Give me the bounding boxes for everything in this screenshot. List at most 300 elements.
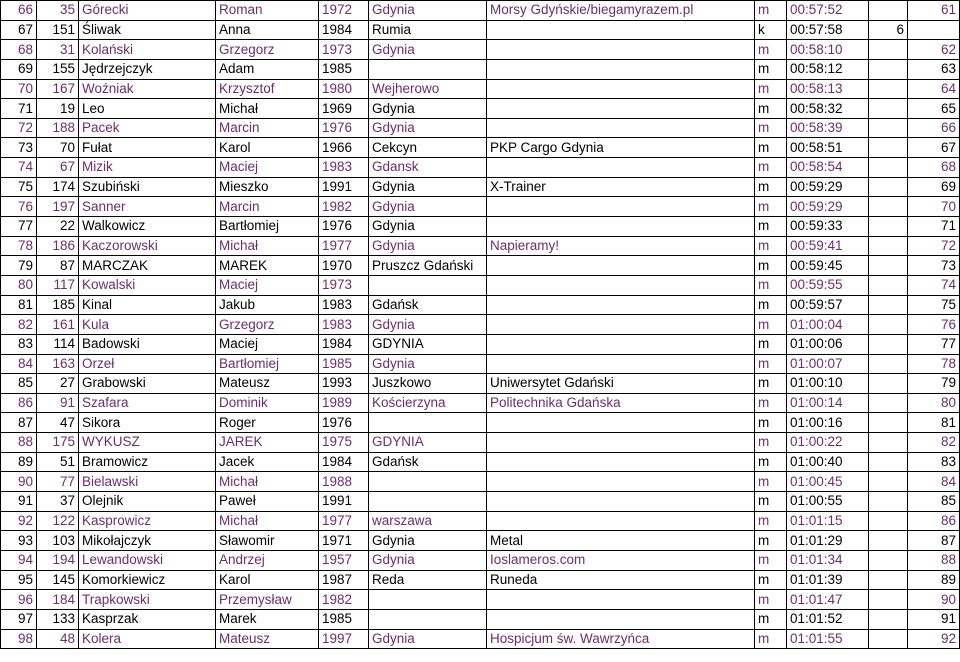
men-place-cell: 68	[908, 158, 960, 178]
place-cell: 75	[1, 177, 37, 197]
sex-cell: m	[755, 138, 787, 158]
surname-cell: Kasprzak	[79, 609, 216, 629]
place-cell: 89	[1, 452, 37, 472]
first-name-cell: Marcin	[216, 118, 319, 138]
surname-cell: Sanner	[79, 197, 216, 217]
men-place-cell: 77	[908, 334, 960, 354]
city-cell: Gdynia	[369, 354, 487, 374]
first-name-cell: Krzysztof	[216, 79, 319, 99]
men-place-cell: 78	[908, 354, 960, 374]
sex-cell: m	[755, 295, 787, 315]
surname-cell: Szubiński	[79, 177, 216, 197]
club-cell: PKP Cargo Gdynia	[487, 138, 755, 158]
bib-cell: 27	[37, 374, 79, 394]
women-place-cell	[869, 550, 908, 570]
surname-cell: Kolera	[79, 629, 216, 649]
city-cell: Rumia	[369, 20, 487, 40]
club-cell: Runeda	[487, 570, 755, 590]
bib-cell: 184	[37, 590, 79, 610]
table-row	[1, 295, 960, 315]
club-cell	[487, 99, 755, 119]
bib-cell: 175	[37, 433, 79, 453]
birth-year-cell: 1976	[319, 118, 369, 138]
time-cell: 00:59:33	[787, 217, 869, 237]
sex-cell: m	[755, 334, 787, 354]
men-place-cell: 66	[908, 118, 960, 138]
time-cell: 01:00:04	[787, 315, 869, 335]
time-cell: 00:59:41	[787, 236, 869, 256]
bib-cell: 194	[37, 550, 79, 570]
city-cell: Gdynia	[369, 177, 487, 197]
surname-cell: Kula	[79, 315, 216, 335]
birth-year-cell: 1987	[319, 570, 369, 590]
club-cell: X-Trainer	[487, 177, 755, 197]
time-cell: 01:00:16	[787, 413, 869, 433]
surname-cell: Olejnik	[79, 492, 216, 512]
first-name-cell: Karol	[216, 570, 319, 590]
time-cell: 01:00:55	[787, 492, 869, 512]
birth-year-cell: 1970	[319, 256, 369, 276]
women-place-cell	[869, 354, 908, 374]
table-row	[1, 374, 960, 394]
place-cell: 72	[1, 118, 37, 138]
bib-cell: 87	[37, 256, 79, 276]
sex-cell: m	[755, 492, 787, 512]
city-cell: Gdynia	[369, 315, 487, 335]
place-cell: 91	[1, 492, 37, 512]
table-row	[1, 236, 960, 256]
club-cell: Metal	[487, 531, 755, 551]
surname-cell: Badowski	[79, 334, 216, 354]
men-place-cell: 76	[908, 315, 960, 335]
sex-cell: m	[755, 79, 787, 99]
first-name-cell: Michał	[216, 511, 319, 531]
surname-cell: MARCZAK	[79, 256, 216, 276]
time-cell: 01:00:06	[787, 334, 869, 354]
sex-cell: m	[755, 374, 787, 394]
club-cell	[487, 413, 755, 433]
first-name-cell: Jacek	[216, 452, 319, 472]
sex-cell: m	[755, 99, 787, 119]
birth-year-cell: 1977	[319, 511, 369, 531]
bib-cell: 35	[37, 1, 79, 21]
surname-cell: Fułat	[79, 138, 216, 158]
club-cell: Uniwersytet Gdański	[487, 374, 755, 394]
time-cell: 01:00:14	[787, 393, 869, 413]
table-row	[1, 138, 960, 158]
bib-cell: 133	[37, 609, 79, 629]
surname-cell: Mizik	[79, 158, 216, 178]
men-place-cell: 64	[908, 79, 960, 99]
table-row	[1, 511, 960, 531]
club-cell: Politechnika Gdańska	[487, 393, 755, 413]
men-place-cell: 90	[908, 590, 960, 610]
women-place-cell	[869, 197, 908, 217]
time-cell: 01:01:52	[787, 609, 869, 629]
women-place-cell	[869, 472, 908, 492]
city-cell: Reda	[369, 570, 487, 590]
birth-year-cell: 1976	[319, 413, 369, 433]
men-place-cell: 83	[908, 452, 960, 472]
men-place-cell: 82	[908, 433, 960, 453]
women-place-cell	[869, 413, 908, 433]
women-place-cell	[869, 118, 908, 138]
bib-cell: 163	[37, 354, 79, 374]
first-name-cell: Mateusz	[216, 374, 319, 394]
first-name-cell: Paweł	[216, 492, 319, 512]
club-cell	[487, 79, 755, 99]
place-cell: 83	[1, 334, 37, 354]
sex-cell: m	[755, 609, 787, 629]
city-cell	[369, 609, 487, 629]
birth-year-cell: 1972	[319, 1, 369, 21]
city-cell: Gdynia	[369, 1, 487, 21]
bib-cell: 197	[37, 197, 79, 217]
surname-cell: Szafara	[79, 393, 216, 413]
bib-cell: 117	[37, 275, 79, 295]
surname-cell: Kaczorowski	[79, 236, 216, 256]
women-place-cell	[869, 393, 908, 413]
club-cell: Morsy Gdyńskie/biegamyrazem.pl	[487, 1, 755, 21]
sex-cell: m	[755, 236, 787, 256]
city-cell: Gdańsk	[369, 295, 487, 315]
sex-cell: m	[755, 40, 787, 60]
table-row	[1, 472, 960, 492]
club-cell	[487, 118, 755, 138]
time-cell: 00:59:57	[787, 295, 869, 315]
city-cell	[369, 59, 487, 79]
time-cell: 00:59:55	[787, 275, 869, 295]
table-row	[1, 177, 960, 197]
surname-cell: Bielawski	[79, 472, 216, 492]
time-cell: 01:00:45	[787, 472, 869, 492]
club-cell	[487, 315, 755, 335]
sex-cell: m	[755, 629, 787, 649]
women-place-cell	[869, 59, 908, 79]
men-place-cell: 80	[908, 393, 960, 413]
club-cell	[487, 295, 755, 315]
surname-cell: Woźniak	[79, 79, 216, 99]
table-row	[1, 275, 960, 295]
women-place-cell	[869, 609, 908, 629]
city-cell: GDYNIA	[369, 433, 487, 453]
birth-year-cell: 1975	[319, 433, 369, 453]
table-row	[1, 158, 960, 178]
sex-cell: m	[755, 1, 787, 21]
table-row	[1, 256, 960, 276]
time-cell: 00:59:29	[787, 197, 869, 217]
first-name-cell: Sławomir	[216, 531, 319, 551]
club-cell	[487, 20, 755, 40]
sex-cell: m	[755, 413, 787, 433]
surname-cell: Lewandowski	[79, 550, 216, 570]
city-cell: Pruszcz Gdański	[369, 256, 487, 276]
time-cell: 01:01:47	[787, 590, 869, 610]
first-name-cell: MAREK	[216, 256, 319, 276]
place-cell: 95	[1, 570, 37, 590]
surname-cell: Komorkiewicz	[79, 570, 216, 590]
birth-year-cell: 1966	[319, 138, 369, 158]
bib-cell: 145	[37, 570, 79, 590]
sex-cell: m	[755, 59, 787, 79]
surname-cell: Górecki	[79, 1, 216, 21]
surname-cell: Kinal	[79, 295, 216, 315]
time-cell: 01:01:29	[787, 531, 869, 551]
men-place-cell: 70	[908, 197, 960, 217]
women-place-cell	[869, 334, 908, 354]
place-cell: 77	[1, 217, 37, 237]
time-cell: 01:00:07	[787, 354, 869, 374]
club-cell	[487, 256, 755, 276]
bib-cell: 47	[37, 413, 79, 433]
women-place-cell	[869, 177, 908, 197]
city-cell: Cekcyn	[369, 138, 487, 158]
surname-cell: Grabowski	[79, 374, 216, 394]
sex-cell: m	[755, 354, 787, 374]
first-name-cell: Andrzej	[216, 550, 319, 570]
surname-cell: Mikołajczyk	[79, 531, 216, 551]
table-row	[1, 570, 960, 590]
men-place-cell: 85	[908, 492, 960, 512]
city-cell	[369, 472, 487, 492]
birth-year-cell: 1984	[319, 20, 369, 40]
first-name-cell: JAREK	[216, 433, 319, 453]
birth-year-cell: 1984	[319, 452, 369, 472]
men-place-cell: 65	[908, 99, 960, 119]
sex-cell: m	[755, 452, 787, 472]
women-place-cell	[869, 256, 908, 276]
club-cell	[487, 59, 755, 79]
time-cell: 01:01:15	[787, 511, 869, 531]
city-cell: warszawa	[369, 511, 487, 531]
time-cell: 00:58:51	[787, 138, 869, 158]
birth-year-cell: 1983	[319, 315, 369, 335]
men-place-cell: 74	[908, 275, 960, 295]
men-place-cell: 75	[908, 295, 960, 315]
club-cell	[487, 492, 755, 512]
place-cell: 86	[1, 393, 37, 413]
women-place-cell	[869, 492, 908, 512]
birth-year-cell: 1983	[319, 158, 369, 178]
time-cell: 00:59:29	[787, 177, 869, 197]
place-cell: 67	[1, 20, 37, 40]
first-name-cell: Grzegorz	[216, 40, 319, 60]
men-place-cell: 91	[908, 609, 960, 629]
women-place-cell	[869, 295, 908, 315]
first-name-cell: Michał	[216, 236, 319, 256]
place-cell: 74	[1, 158, 37, 178]
club-cell	[487, 275, 755, 295]
women-place-cell	[869, 275, 908, 295]
club-cell	[487, 433, 755, 453]
men-place-cell: 61	[908, 1, 960, 21]
club-cell	[487, 472, 755, 492]
sex-cell: m	[755, 158, 787, 178]
bib-cell: 185	[37, 295, 79, 315]
bib-cell: 167	[37, 79, 79, 99]
men-place-cell: 81	[908, 413, 960, 433]
first-name-cell: Michał	[216, 472, 319, 492]
surname-cell: Orzeł	[79, 354, 216, 374]
women-place-cell	[869, 79, 908, 99]
time-cell: 00:58:10	[787, 40, 869, 60]
bib-cell: 174	[37, 177, 79, 197]
first-name-cell: Roman	[216, 1, 319, 21]
sex-cell: m	[755, 177, 787, 197]
place-cell: 79	[1, 256, 37, 276]
city-cell: Gdynia	[369, 118, 487, 138]
table-row	[1, 433, 960, 453]
place-cell: 84	[1, 354, 37, 374]
birth-year-cell: 1977	[319, 236, 369, 256]
women-place-cell	[869, 236, 908, 256]
birth-year-cell: 1982	[319, 197, 369, 217]
surname-cell: Jędrzejczyk	[79, 59, 216, 79]
surname-cell: Kolański	[79, 40, 216, 60]
city-cell: Gdynia	[369, 531, 487, 551]
men-place-cell: 62	[908, 40, 960, 60]
women-place-cell	[869, 374, 908, 394]
club-cell	[487, 511, 755, 531]
men-place-cell: 79	[908, 374, 960, 394]
surname-cell: Sikora	[79, 413, 216, 433]
time-cell: 01:01:39	[787, 570, 869, 590]
place-cell: 85	[1, 374, 37, 394]
table-row	[1, 354, 960, 374]
first-name-cell: Jakub	[216, 295, 319, 315]
sex-cell: m	[755, 315, 787, 335]
bib-cell: 48	[37, 629, 79, 649]
table-row	[1, 40, 960, 60]
surname-cell: Trapkowski	[79, 590, 216, 610]
women-place-cell	[869, 570, 908, 590]
bib-cell: 91	[37, 393, 79, 413]
bib-cell: 19	[37, 99, 79, 119]
surname-cell: Śliwak	[79, 20, 216, 40]
sex-cell: m	[755, 256, 787, 276]
city-cell: Gdynia	[369, 99, 487, 119]
table-row	[1, 531, 960, 551]
men-place-cell: 84	[908, 472, 960, 492]
table-row	[1, 590, 960, 610]
bib-cell: 31	[37, 40, 79, 60]
time-cell: 01:00:40	[787, 452, 869, 472]
city-cell	[369, 492, 487, 512]
table-row	[1, 492, 960, 512]
city-cell: Kościerzyna	[369, 393, 487, 413]
bib-cell: 186	[37, 236, 79, 256]
surname-cell: Leo	[79, 99, 216, 119]
birth-year-cell: 1997	[319, 629, 369, 649]
city-cell: Gdynia	[369, 197, 487, 217]
table-row	[1, 197, 960, 217]
birth-year-cell: 1984	[319, 334, 369, 354]
time-cell: 00:57:52	[787, 1, 869, 21]
bib-cell: 77	[37, 472, 79, 492]
women-place-cell	[869, 452, 908, 472]
city-cell	[369, 590, 487, 610]
sex-cell: m	[755, 433, 787, 453]
first-name-cell: Karol	[216, 138, 319, 158]
surname-cell: Pacek	[79, 118, 216, 138]
men-place-cell: 73	[908, 256, 960, 276]
club-cell	[487, 609, 755, 629]
women-place-cell: 6	[869, 20, 908, 40]
city-cell	[369, 275, 487, 295]
time-cell: 01:00:10	[787, 374, 869, 394]
table-row	[1, 315, 960, 335]
bib-cell: 67	[37, 158, 79, 178]
club-cell	[487, 452, 755, 472]
table-row	[1, 59, 960, 79]
women-place-cell	[869, 40, 908, 60]
bib-cell: 122	[37, 511, 79, 531]
table-row	[1, 1, 960, 21]
time-cell: 00:57:58	[787, 20, 869, 40]
results-table-body	[1, 1, 960, 649]
table-row	[1, 118, 960, 138]
birth-year-cell: 1985	[319, 59, 369, 79]
bib-cell: 151	[37, 20, 79, 40]
first-name-cell: Maciej	[216, 158, 319, 178]
place-cell: 87	[1, 413, 37, 433]
time-cell: 00:59:45	[787, 256, 869, 276]
place-cell: 94	[1, 550, 37, 570]
table-row	[1, 629, 960, 649]
place-cell: 80	[1, 275, 37, 295]
place-cell: 97	[1, 609, 37, 629]
women-place-cell	[869, 433, 908, 453]
table-row	[1, 550, 960, 570]
sex-cell: m	[755, 570, 787, 590]
first-name-cell: Bartłomiej	[216, 217, 319, 237]
birth-year-cell: 1985	[319, 609, 369, 629]
sex-cell: m	[755, 511, 787, 531]
table-row	[1, 334, 960, 354]
city-cell: Gdynia	[369, 550, 487, 570]
bib-cell: 155	[37, 59, 79, 79]
birth-year-cell: 1971	[319, 531, 369, 551]
city-cell: Gdynia	[369, 217, 487, 237]
city-cell	[369, 413, 487, 433]
birth-year-cell: 1973	[319, 40, 369, 60]
women-place-cell	[869, 99, 908, 119]
men-place-cell: 92	[908, 629, 960, 649]
table-row	[1, 452, 960, 472]
city-cell: Gdynia	[369, 40, 487, 60]
city-cell: GDYNIA	[369, 334, 487, 354]
birth-year-cell: 1980	[319, 79, 369, 99]
men-place-cell: 71	[908, 217, 960, 237]
men-place-cell: 86	[908, 511, 960, 531]
birth-year-cell: 1957	[319, 550, 369, 570]
first-name-cell: Mateusz	[216, 629, 319, 649]
men-place-cell: 88	[908, 550, 960, 570]
time-cell: 00:58:39	[787, 118, 869, 138]
place-cell: 90	[1, 472, 37, 492]
women-place-cell	[869, 511, 908, 531]
bib-cell: 161	[37, 315, 79, 335]
place-cell: 78	[1, 236, 37, 256]
place-cell: 81	[1, 295, 37, 315]
birth-year-cell: 1988	[319, 472, 369, 492]
first-name-cell: Marcin	[216, 197, 319, 217]
birth-year-cell: 1976	[319, 217, 369, 237]
sex-cell: m	[755, 472, 787, 492]
place-cell: 69	[1, 59, 37, 79]
city-cell: Gdynia	[369, 629, 487, 649]
time-cell: 00:58:12	[787, 59, 869, 79]
